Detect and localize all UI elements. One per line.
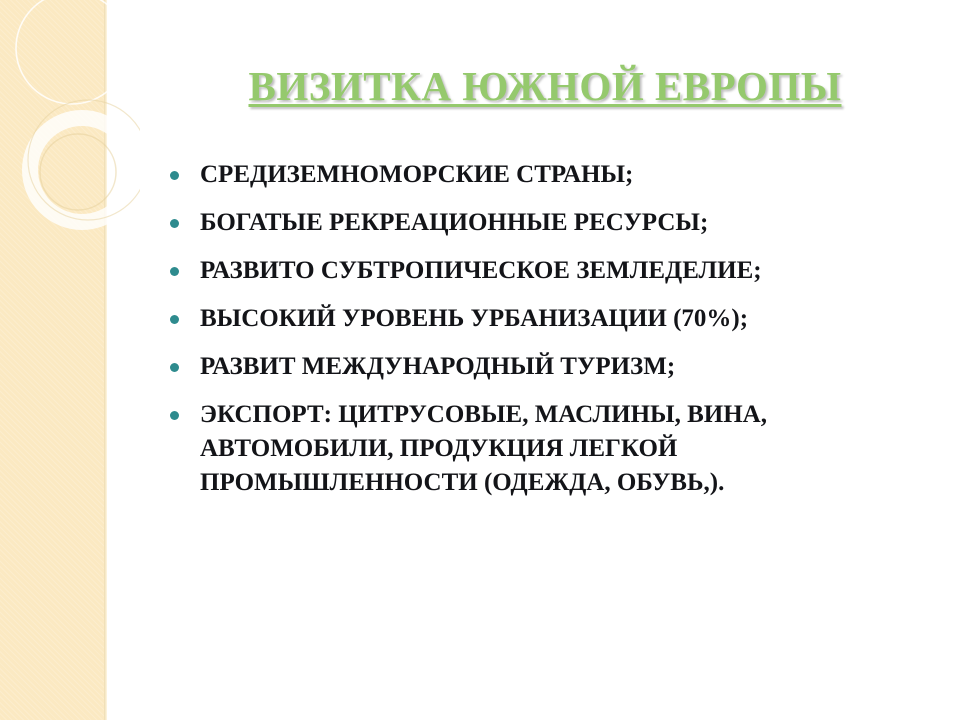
bullet-text: ЭКСПОРТ: ЦИТРУСОВЫЕ, МАСЛИНЫ, ВИНА, АВТОМОБИЛИ, ПРОДУКЦИЯ ЛЕГКОЙ ПРОМЫШЛЕННОСТИ (ОДЕЖДА, ОБУВЬ,). [200, 401, 767, 496]
bullet-dot-icon [170, 315, 179, 324]
bullet-item [200, 398, 940, 500]
bullet-item [200, 302, 940, 336]
bullet-dot-icon [170, 411, 179, 420]
bullet-item [200, 206, 940, 240]
bullet-text: ВЫСОКИЙ УРОВЕНЬ УРБАНИЗАЦИИ (70%); [200, 305, 749, 332]
bullet-text: БОГАТЫЕ РЕКРЕАЦИОННЫЕ РЕСУРСЫ; [200, 209, 709, 236]
decorative-circles [0, 0, 140, 260]
bullet-dot-icon [170, 267, 179, 276]
bullet-dot-icon [170, 363, 179, 372]
bullet-dot-icon [170, 171, 179, 180]
slide-title [150, 62, 940, 110]
bullet-item [200, 350, 940, 384]
bullet-list [200, 158, 940, 514]
bullet-text: РАЗВИТ МЕЖДУНАРОДНЫЙ ТУРИЗМ; [200, 353, 676, 380]
bullet-item [200, 254, 940, 288]
bullet-text: РАЗВИТО СУБТРОПИЧЕСКОЕ ЗЕМЛЕДЕЛИЕ; [200, 257, 762, 284]
slide-title-text: ВИЗИТКА ЮЖНОЙ ЕВРОПЫ [248, 63, 842, 109]
bullet-item [200, 158, 940, 192]
bullet-text: СРЕДИЗЕМНОМОРСКИЕ СТРАНЫ; [200, 161, 634, 188]
bullet-dot-icon [170, 219, 179, 228]
